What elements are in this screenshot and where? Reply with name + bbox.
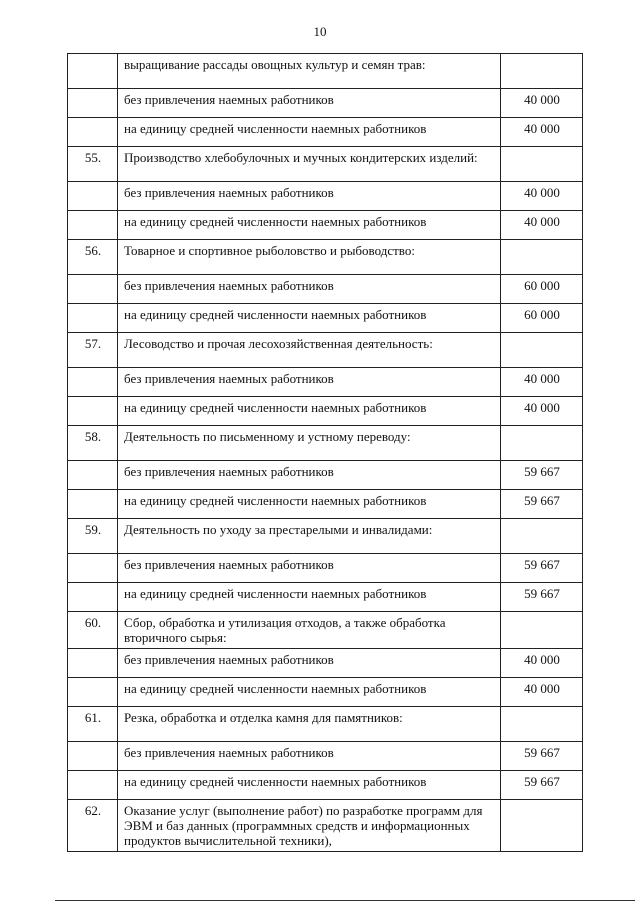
table-row: [68, 240, 583, 275]
condition-cell: на единицу средней численности наемных работников: [118, 678, 501, 707]
page-number: 10: [313, 24, 327, 39]
amount-cell: 40 000: [501, 649, 583, 678]
row-number-cell: [68, 89, 118, 118]
amount-cell: [501, 333, 583, 368]
amount-cell: 60 000: [501, 304, 583, 333]
table-row: [68, 211, 583, 240]
condition-cell: на единицу средней численности наемных работников: [118, 118, 501, 147]
condition-cell: без привлечения наемных работников: [118, 182, 501, 211]
amount-cell: 59 667: [501, 771, 583, 800]
table-row: [68, 771, 583, 800]
table-row: [68, 89, 583, 118]
row-number-cell: 57.: [68, 333, 118, 368]
table-row: [68, 333, 583, 368]
table-row: [68, 742, 583, 771]
activity-name-cell: Оказание услуг (выполнение работ) по разработке программ для ЭВМ и баз данных (программных средств и информационных продуктов вычислительной техники),: [118, 800, 501, 852]
table-row: [68, 426, 583, 461]
condition-cell: на единицу средней численности наемных работников: [118, 211, 501, 240]
table-row: [68, 612, 583, 649]
amount-cell: [501, 707, 583, 742]
activity-name-cell: выращивание рассады овощных культур и семян трав:: [118, 54, 501, 89]
table-row: [68, 490, 583, 519]
row-number-cell: [68, 397, 118, 426]
condition-cell: на единицу средней численности наемных работников: [118, 490, 501, 519]
condition-cell: без привлечения наемных работников: [118, 275, 501, 304]
row-number-cell: [68, 461, 118, 490]
condition-cell: без привлечения наемных работников: [118, 649, 501, 678]
row-number-cell: 56.: [68, 240, 118, 275]
table-row: [68, 118, 583, 147]
table-row: [68, 147, 583, 182]
amount-cell: [501, 519, 583, 554]
row-number-cell: [68, 554, 118, 583]
amount-cell: [501, 800, 583, 852]
table-row: [68, 397, 583, 426]
row-number-cell: 62.: [68, 800, 118, 852]
row-number-cell: [68, 211, 118, 240]
table-row: [68, 519, 583, 554]
table-row: [68, 304, 583, 333]
row-number-cell: [68, 275, 118, 304]
amount-cell: [501, 54, 583, 89]
amount-cell: 40 000: [501, 368, 583, 397]
condition-cell: на единицу средней численности наемных работников: [118, 397, 501, 426]
activity-name-cell: Деятельность по письменному и устному переводу:: [118, 426, 501, 461]
amount-cell: [501, 612, 583, 649]
row-number-cell: [68, 742, 118, 771]
amount-cell: 59 667: [501, 742, 583, 771]
row-number-cell: [68, 304, 118, 333]
activity-name-cell: Резка, обработка и отделка камня для памятников:: [118, 707, 501, 742]
table-row: [68, 583, 583, 612]
amount-cell: 40 000: [501, 182, 583, 211]
activity-name-cell: Деятельность по уходу за престарелыми и инвалидами:: [118, 519, 501, 554]
activity-name-cell: Лесоводство и прочая лесохозяйственная деятельность:: [118, 333, 501, 368]
row-number-cell: 59.: [68, 519, 118, 554]
amount-cell: 40 000: [501, 678, 583, 707]
page-bottom-rule: [55, 900, 635, 901]
row-number-cell: [68, 182, 118, 211]
amount-cell: 40 000: [501, 118, 583, 147]
condition-cell: на единицу средней численности наемных работников: [118, 583, 501, 612]
condition-cell: на единицу средней численности наемных работников: [118, 304, 501, 333]
condition-cell: без привлечения наемных работников: [118, 461, 501, 490]
amount-cell: [501, 426, 583, 461]
table-row: [68, 649, 583, 678]
row-number-cell: 55.: [68, 147, 118, 182]
amount-cell: 40 000: [501, 397, 583, 426]
tax-rates-table: [67, 53, 583, 852]
table-row: [68, 800, 583, 852]
row-number-cell: [68, 368, 118, 397]
amount-cell: 59 667: [501, 461, 583, 490]
table-body: [68, 54, 583, 852]
table-row: [68, 275, 583, 304]
table-row: [68, 678, 583, 707]
condition-cell: на единицу средней численности наемных работников: [118, 771, 501, 800]
condition-cell: без привлечения наемных работников: [118, 368, 501, 397]
amount-cell: [501, 147, 583, 182]
condition-cell: без привлечения наемных работников: [118, 554, 501, 583]
amount-cell: 40 000: [501, 211, 583, 240]
condition-cell: без привлечения наемных работников: [118, 89, 501, 118]
activity-name-cell: Производство хлебобулочных и мучных кондитерских изделий:: [118, 147, 501, 182]
row-number-cell: [68, 54, 118, 89]
activity-name-cell: Товарное и спортивное рыболовство и рыбоводство:: [118, 240, 501, 275]
table-row: [68, 461, 583, 490]
row-number-cell: 61.: [68, 707, 118, 742]
table-row: [68, 554, 583, 583]
amount-cell: 59 667: [501, 554, 583, 583]
table-row: [68, 54, 583, 89]
table-row: [68, 182, 583, 211]
amount-cell: 59 667: [501, 490, 583, 519]
amount-cell: 60 000: [501, 275, 583, 304]
table-row: [68, 368, 583, 397]
condition-cell: без привлечения наемных работников: [118, 742, 501, 771]
amount-cell: 59 667: [501, 583, 583, 612]
row-number-cell: [68, 771, 118, 800]
activity-name-cell: Сбор, обработка и утилизация отходов, а также обработка вторичного сырья:: [118, 612, 501, 649]
table-row: [68, 707, 583, 742]
row-number-cell: [68, 678, 118, 707]
row-number-cell: [68, 583, 118, 612]
amount-cell: 40 000: [501, 89, 583, 118]
row-number-cell: [68, 649, 118, 678]
row-number-cell: 58.: [68, 426, 118, 461]
row-number-cell: 60.: [68, 612, 118, 649]
row-number-cell: [68, 490, 118, 519]
amount-cell: [501, 240, 583, 275]
row-number-cell: [68, 118, 118, 147]
